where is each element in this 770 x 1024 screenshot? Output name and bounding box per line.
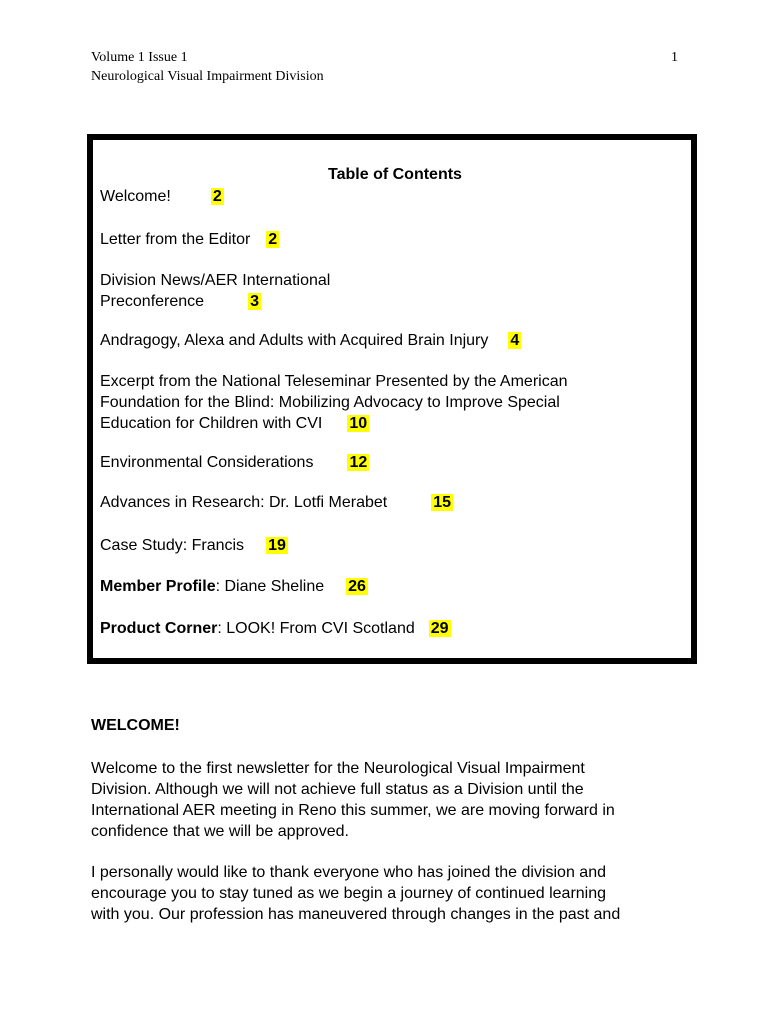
toc-entry-bold-label: Product Corner — [100, 620, 218, 637]
running-header — [91, 48, 324, 86]
toc-entry-text: Education for Children with CVI — [100, 415, 323, 432]
toc-entry-text: Environmental Considerations — [100, 454, 314, 471]
welcome-heading: WELCOME! — [91, 717, 180, 734]
toc-page-number: 19 — [268, 537, 286, 554]
toc-entry-text: Excerpt from the National Teleseminar Presented by the American — [100, 373, 568, 390]
toc-page-number: 29 — [430, 620, 449, 637]
toc-entry-text: Welcome! — [100, 188, 171, 205]
paragraph-line: Welcome to the first newsletter for the Neurological Visual Impairment — [91, 760, 585, 777]
toc-page-number: 2 — [212, 188, 222, 205]
toc-page-number: 2 — [268, 231, 278, 248]
table-of-contents-box — [87, 134, 697, 664]
toc-entry-letter-from-editor — [100, 229, 279, 250]
toc-entry-text: : Diane Sheline — [215, 578, 325, 595]
toc-entry-case-study — [100, 535, 288, 556]
welcome-paragraph-2 — [91, 862, 691, 925]
toc-entry-text: Case Study: Francis — [100, 537, 245, 554]
toc-entry-text: Advances in Research: Dr. Lotfi Merabet — [100, 494, 388, 511]
toc-entry-member-profile — [100, 576, 368, 597]
paragraph-line: I personally would like to thank everyone who has joined the division and — [91, 864, 606, 881]
volume-issue: Volume 1 Issue 1 — [91, 50, 188, 65]
toc-entry-text: Andragogy, Alexa and Adults with Acquired Brain Injury — [100, 332, 489, 349]
division-name: Neurological Visual Impairment Division — [91, 69, 324, 84]
toc-page-number: 10 — [349, 415, 368, 432]
toc-entry-text: Division News/AER International — [100, 272, 331, 289]
toc-entry-welcome — [100, 186, 224, 207]
paragraph-line: Division. Although we will not achieve full status as a Division until the — [91, 781, 584, 798]
toc-entry-excerpt-teleseminar — [100, 371, 568, 434]
toc-entry-andragogy — [100, 330, 521, 351]
toc-page-number: 15 — [433, 494, 452, 511]
page-number: 1 — [671, 50, 678, 65]
paragraph-line: with you. Our profession has maneuvered through changes in the past and — [91, 906, 621, 923]
toc-entry-division-news — [100, 270, 330, 312]
paragraph-line: International AER meeting in Reno this summer, we are moving forward in — [91, 802, 615, 819]
toc-page-number: 26 — [348, 578, 366, 595]
paragraph-line: confidence that we will be approved. — [91, 823, 349, 840]
toc-page-number: 12 — [349, 454, 368, 471]
welcome-paragraph-1 — [91, 758, 691, 842]
toc-entry-text: : LOOK! From CVI Scotland — [217, 620, 415, 637]
toc-entry-advances-in-research — [100, 492, 453, 513]
toc-title: Table of Contents — [328, 166, 462, 183]
toc-entry-bold-label: Member Profile — [100, 578, 216, 595]
toc-page-number: 3 — [250, 293, 259, 310]
toc-entry-product-corner — [100, 618, 451, 639]
toc-entry-text: Foundation for the Blind: Mobilizing Advocacy to Improve Special — [100, 394, 560, 411]
paragraph-line: encourage you to stay tuned as we begin a journey of continued learning — [91, 885, 607, 902]
toc-page-number: 4 — [510, 332, 520, 349]
toc-entry-text: Letter from the Editor — [100, 231, 251, 248]
toc-entry-text: Preconference — [100, 293, 205, 310]
toc-entry-environmental-considerations — [100, 452, 369, 473]
